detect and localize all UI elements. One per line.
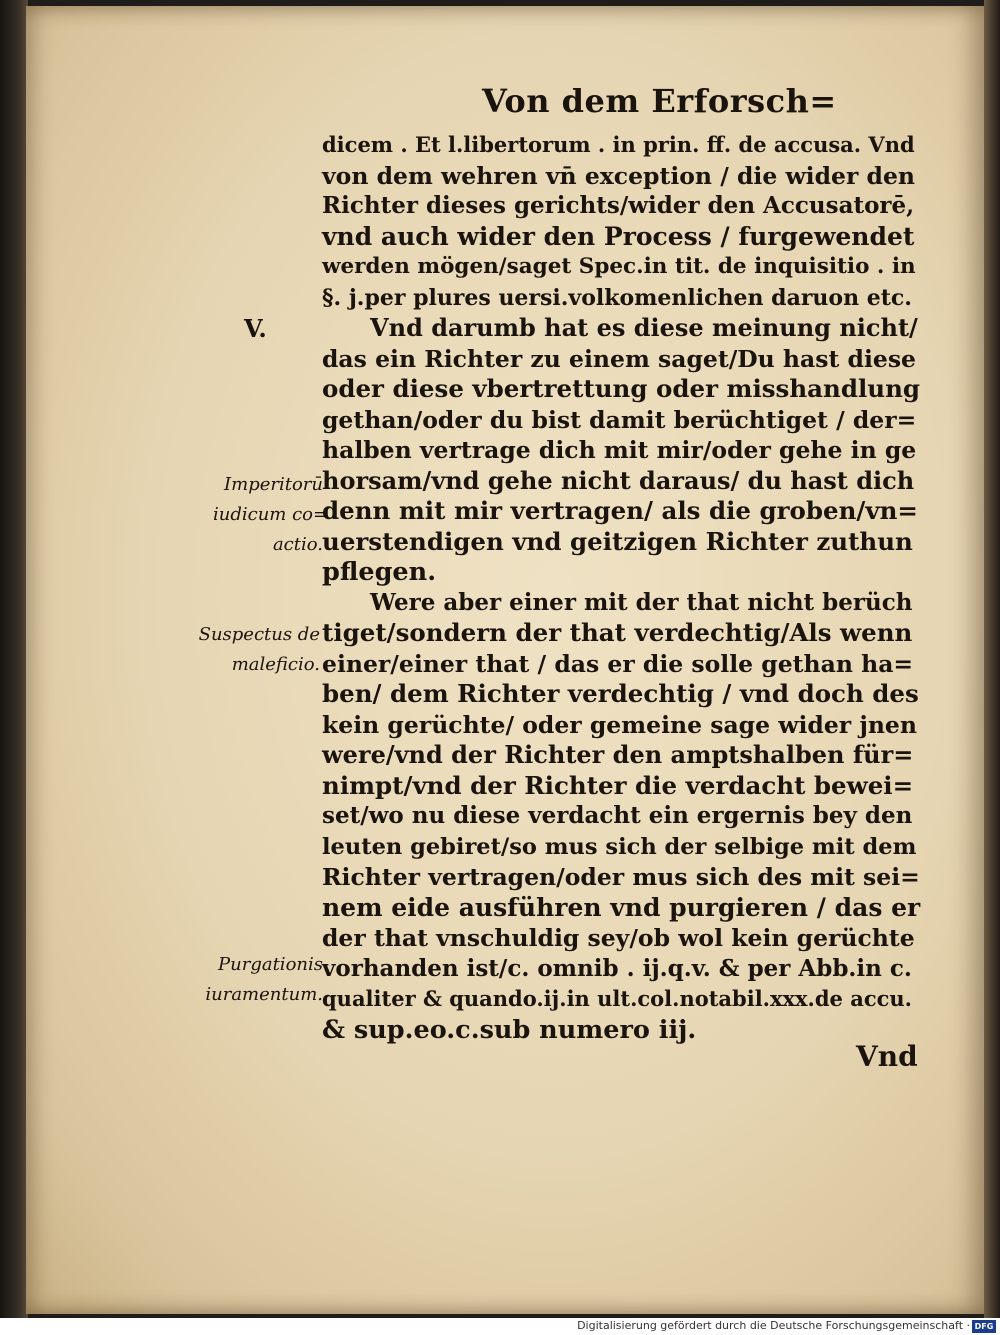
catchword: Vnd bbox=[856, 1040, 918, 1073]
running-head: Von dem Erforsch= bbox=[482, 82, 837, 120]
text-line: were/vnd der Richter den amptshalben für= bbox=[322, 740, 914, 769]
text-line: gethan/oder du bist damit berüchtiget / der= bbox=[322, 405, 917, 434]
digitization-credit: Digitalisierung gefördert durch die Deutsche Forschungsgemeinschaft · bbox=[577, 1319, 970, 1332]
text-line: Were aber einer mit der that nicht berüch bbox=[370, 588, 913, 616]
text-line: der that vnschuldig sey/ob wol kein gerüchte bbox=[322, 924, 915, 952]
text-line: pflegen. bbox=[322, 557, 437, 587]
margin-note-line: iudicum co= bbox=[213, 504, 329, 525]
text-line: oder diese vbertrettung oder misshandlung bbox=[322, 374, 921, 403]
margin-note-line: iuramentum. bbox=[205, 984, 323, 1005]
text-line: leuten gebiret/so mus sich der selbige mit dem bbox=[322, 833, 917, 860]
margin-note-line: Imperitorū bbox=[224, 474, 323, 495]
text-line: denn mit mir vertragen/ als die groben/vn= bbox=[322, 496, 918, 525]
margin-note-line: Suspectus de bbox=[198, 624, 320, 645]
text-line: vnd auch wider den Process / furgewendet bbox=[322, 221, 915, 251]
margin-note-line: Purgationis bbox=[218, 954, 323, 975]
margin-note-section-number: V. bbox=[244, 314, 267, 343]
text-line: nem eide ausführen vnd purgieren / das er bbox=[322, 892, 921, 922]
margin-note-suspectus bbox=[190, 620, 320, 680]
text-line: qualiter & quando.ij.in ult.col.notabil.xxx.de accu. bbox=[322, 986, 912, 1011]
text-line: & sup.eo.c.sub numero iij. bbox=[322, 1014, 697, 1045]
margin-note-line: maleficio. bbox=[231, 654, 320, 675]
text-line: das ein Richter zu einem saget/Du hast diese bbox=[322, 344, 917, 373]
text-line: dicem . Et l.libertorum . in prin. ff. de accusa. Vnd bbox=[322, 132, 915, 157]
text-line: Richter vertragen/oder mus sich des mit sei= bbox=[322, 863, 920, 891]
text-line: horsam/vnd gehe nicht daraus/ du hast dich bbox=[322, 465, 915, 495]
text-line: uerstendigen vnd geitzigen Richter zuthun bbox=[322, 526, 913, 556]
text-line: werden mögen/saget Spec.in tit. de inquisitio . in bbox=[322, 254, 916, 279]
text-line: ben/ dem Richter verdechtig / vnd doch des bbox=[322, 679, 919, 708]
text-line: nimpt/vnd der Richter die verdacht bewei= bbox=[322, 770, 914, 800]
margin-note-line: actio. bbox=[272, 534, 323, 555]
text-line: tiget/sondern der that verdechtig/Als wenn bbox=[322, 618, 913, 647]
text-line: halben vertrage dich mit mir/oder gehe in ge bbox=[322, 436, 917, 464]
text-line: von dem wehren vn̄ exception / die wider den bbox=[322, 161, 916, 190]
text-line: einer/einer that / das er die solle gethan ha= bbox=[322, 649, 914, 678]
text-line: Vnd darumb hat es diese meinung nicht/ bbox=[370, 313, 918, 342]
body-text bbox=[322, 130, 922, 1045]
text-line: §. j.per plures uersi.volkomenlichen daruon etc. bbox=[322, 284, 912, 311]
text-line: Richter dieses gerichts/wider den Accusatorē, bbox=[322, 192, 915, 219]
margin-note-imperitorum bbox=[213, 470, 329, 560]
dfg-logo-icon: DFG bbox=[972, 1320, 996, 1333]
page-edge bbox=[984, 0, 1000, 1318]
text-line: kein gerüchte/ oder gemeine sage wider jnen bbox=[322, 710, 917, 739]
text-line: vorhanden ist/c. omnib . ij.q.v. & per Abb.in c. bbox=[322, 954, 912, 982]
margin-note-purgationis bbox=[205, 950, 323, 1010]
book-binding bbox=[0, 0, 28, 1318]
text-line: set/wo nu diese verdacht ein ergernis bey den bbox=[322, 802, 913, 829]
